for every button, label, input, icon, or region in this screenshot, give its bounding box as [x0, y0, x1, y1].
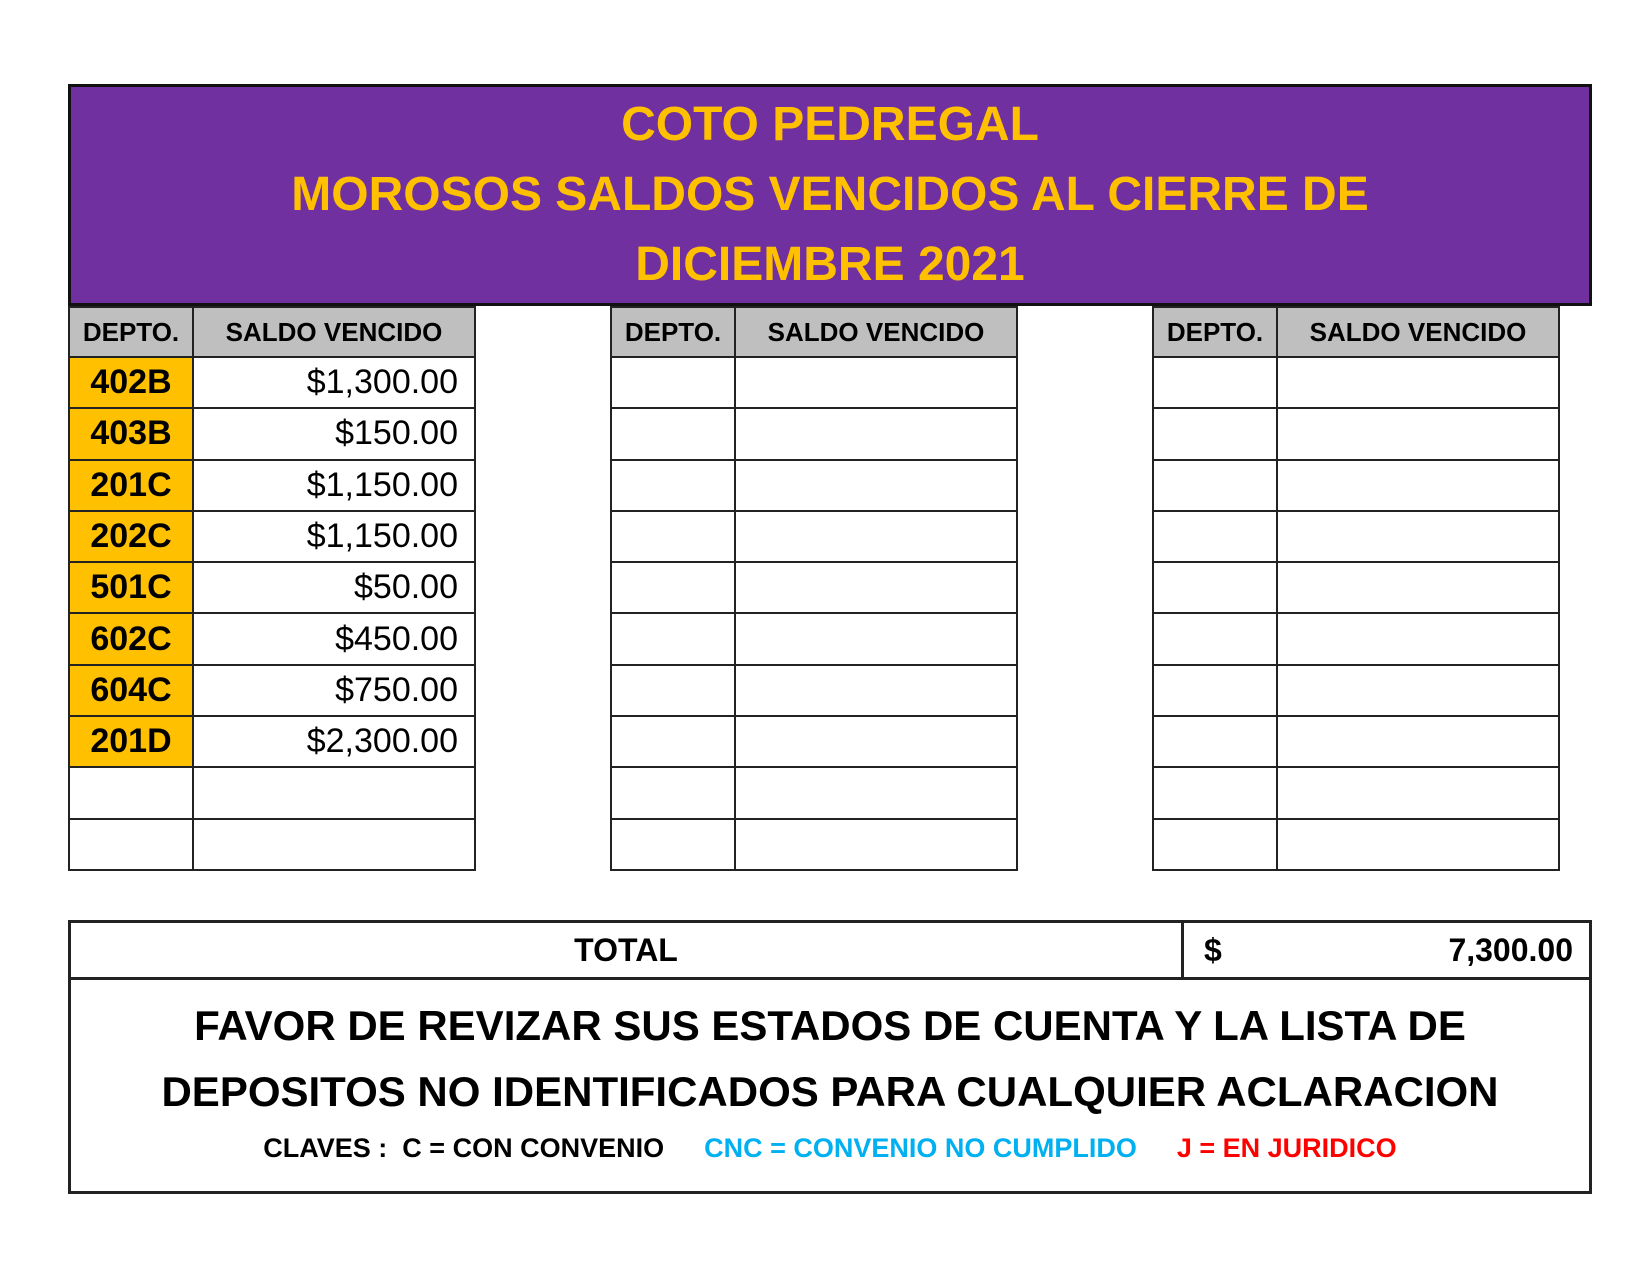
saldo-cell: $50.00: [193, 562, 475, 613]
clave-c: CLAVES : C = CON CONVENIO: [263, 1133, 665, 1163]
depto-cell: [611, 665, 735, 716]
table-row: [69, 460, 475, 511]
depto-cell: [1153, 408, 1277, 459]
table-row: [69, 716, 475, 767]
depto-cell: 202C: [69, 511, 193, 562]
depto-cell: [611, 716, 735, 767]
table-row: [69, 767, 475, 818]
table-row: [1153, 562, 1559, 613]
saldo-cell: [735, 511, 1017, 562]
total-amount: 7,300.00: [1448, 931, 1573, 968]
saldo-header: SALDO VENCIDO: [193, 307, 475, 357]
table-row: [611, 357, 1017, 408]
table-row: [611, 511, 1017, 562]
clave-j: J = EN JURIDICO: [1176, 1133, 1397, 1163]
table-header-row: [1153, 307, 1559, 357]
table-row: [1153, 665, 1559, 716]
depto-cell: [1153, 819, 1277, 870]
header-subtitle: MOROSOS SALDOS VENCIDOS AL CIERRE DE: [291, 168, 1369, 221]
saldo-cell: $1,300.00: [193, 357, 475, 408]
table-row: [1153, 819, 1559, 870]
table-row: [69, 408, 475, 459]
depto-cell: [611, 819, 735, 870]
saldo-cell: [735, 767, 1017, 818]
saldo-cell: [1277, 357, 1559, 408]
saldo-cell: [1277, 562, 1559, 613]
table-row: [1153, 460, 1559, 511]
depto-cell: [1153, 767, 1277, 818]
total-value: [1184, 923, 1589, 977]
table-row: [69, 819, 475, 870]
depto-cell: [1153, 716, 1277, 767]
depto-cell: 602C: [69, 613, 193, 664]
table-row: [69, 665, 475, 716]
depto-cell: [611, 460, 735, 511]
table-row: [69, 357, 475, 408]
depto-cell: [611, 357, 735, 408]
saldo-cell: [193, 819, 475, 870]
saldo-cell: [1277, 408, 1559, 459]
notice-line-1: FAVOR DE REVIZAR SUS ESTADOS DE CUENTA Y LA LISTA DE: [194, 1002, 1466, 1049]
saldo-cell: [735, 665, 1017, 716]
saldo-header: SALDO VENCIDO: [735, 307, 1017, 357]
depto-cell: [611, 562, 735, 613]
saldo-header: SALDO VENCIDO: [1277, 307, 1559, 357]
depto-cell: [611, 511, 735, 562]
saldo-cell: $2,300.00: [193, 716, 475, 767]
saldo-cell: [735, 819, 1017, 870]
table-header-row: [611, 307, 1017, 357]
depto-header: DEPTO.: [611, 307, 735, 357]
table-row: [1153, 357, 1559, 408]
notice-line-2: DEPOSITOS NO IDENTIFICADOS PARA CUALQUIER ACLARACION: [161, 1068, 1499, 1115]
depto-cell: [69, 767, 193, 818]
table-row: [69, 613, 475, 664]
depto-cell: 201C: [69, 460, 193, 511]
depto-cell: [69, 819, 193, 870]
table-header-row: [69, 307, 475, 357]
table-row: [611, 613, 1017, 664]
depto-cell: [611, 408, 735, 459]
saldo-cell: [735, 613, 1017, 664]
depto-cell: [1153, 562, 1277, 613]
table-row: [611, 408, 1017, 459]
saldo-cell: $150.00: [193, 408, 475, 459]
table-row: [1153, 767, 1559, 818]
depto-cell: [1153, 665, 1277, 716]
table-row: [1153, 613, 1559, 664]
table-row: [611, 767, 1017, 818]
depto-cell: [1153, 460, 1277, 511]
saldo-cell: [735, 357, 1017, 408]
debtors-table-1: [68, 306, 476, 871]
saldo-cell: $450.00: [193, 613, 475, 664]
depto-cell: [1153, 613, 1277, 664]
claves-legend: [71, 1133, 1589, 1164]
saldo-cell: [735, 460, 1017, 511]
depto-cell: 402B: [69, 357, 193, 408]
table-row: [611, 665, 1017, 716]
depto-cell: [611, 613, 735, 664]
saldo-cell: [193, 767, 475, 818]
depto-cell: [1153, 357, 1277, 408]
saldo-cell: [735, 408, 1017, 459]
depto-cell: 201D: [69, 716, 193, 767]
table-row: [1153, 408, 1559, 459]
depto-cell: 501C: [69, 562, 193, 613]
header-title: COTO PEDREGAL: [621, 98, 1039, 151]
saldo-cell: [735, 716, 1017, 767]
total-section: [68, 920, 1592, 1194]
saldo-cell: $1,150.00: [193, 460, 475, 511]
saldo-cell: $1,150.00: [193, 511, 475, 562]
table-row: [69, 511, 475, 562]
depto-cell: [1153, 511, 1277, 562]
depto-header: DEPTO.: [69, 307, 193, 357]
clave-cnc: CNC = CONVENIO NO CUMPLIDO: [704, 1133, 1137, 1163]
total-currency: $: [1204, 931, 1222, 968]
table-row: [611, 819, 1017, 870]
saldo-cell: [1277, 665, 1559, 716]
depto-header: DEPTO.: [1153, 307, 1277, 357]
saldo-cell: [1277, 460, 1559, 511]
saldo-cell: [1277, 819, 1559, 870]
depto-cell: [611, 767, 735, 818]
saldo-cell: [1277, 767, 1559, 818]
saldo-cell: [1277, 613, 1559, 664]
report-header: [68, 84, 1592, 306]
saldo-cell: $750.00: [193, 665, 475, 716]
notice-text: [71, 993, 1589, 1125]
debtors-table-3: [1152, 306, 1560, 871]
debtors-table-2: [610, 306, 1018, 871]
saldo-cell: [735, 562, 1017, 613]
depto-cell: 403B: [69, 408, 193, 459]
table-row: [69, 562, 475, 613]
saldo-cell: [1277, 511, 1559, 562]
total-label: TOTAL: [71, 923, 1184, 977]
total-row: [71, 923, 1589, 980]
table-row: [611, 460, 1017, 511]
depto-cell: 604C: [69, 665, 193, 716]
saldo-cell: [1277, 716, 1559, 767]
table-row: [1153, 716, 1559, 767]
table-row: [611, 716, 1017, 767]
table-row: [1153, 511, 1559, 562]
table-row: [611, 562, 1017, 613]
header-date: DICIEMBRE 2021: [635, 238, 1025, 291]
